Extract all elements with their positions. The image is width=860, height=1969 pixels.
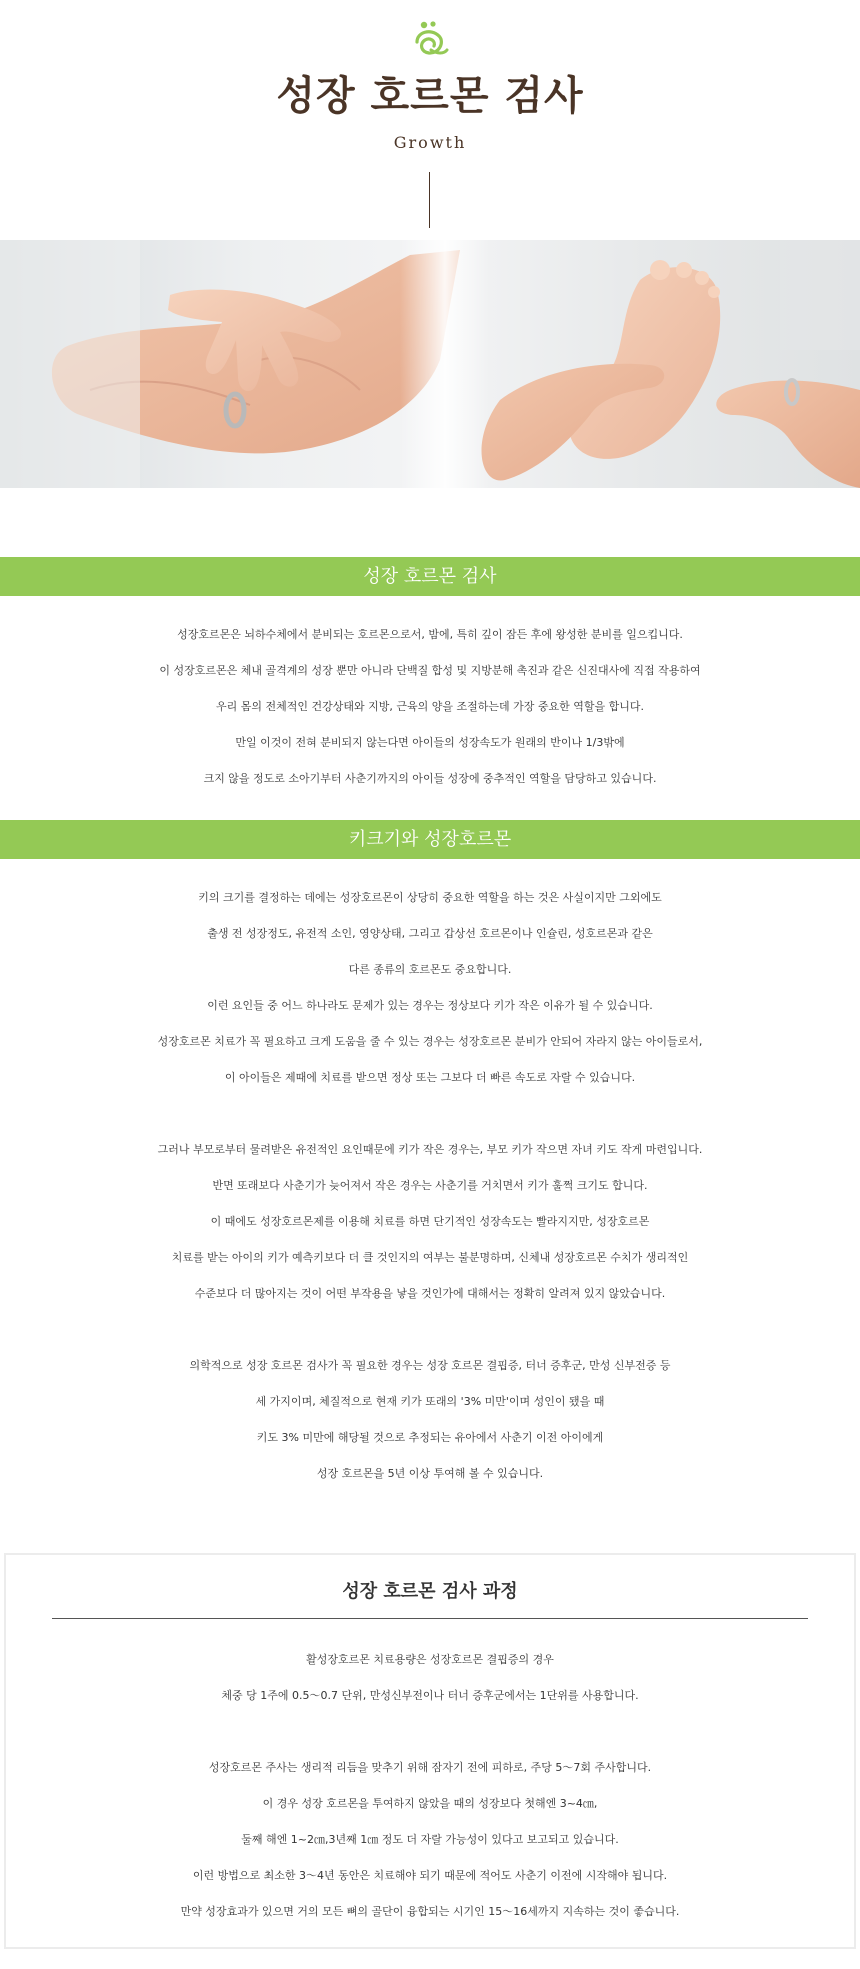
title-divider [429, 172, 430, 228]
paragraph-line: 성장호르몬은 뇌하수체에서 분비되는 호르몬으로서, 밤에, 특히 깊이 잠든 후에 왕성한 분비를 일으킵니다. [177, 628, 683, 641]
paragraph-line: 크지 않을 정도로 소아기부터 사춘기까지의 아이들 성장에 중추적인 역할을 담당하고 있습니다. [203, 772, 657, 785]
paragraph-line: 키도 3% 미만에 해당될 것으로 추정되는 유아에서 사춘기 이전 아이에게 [256, 1431, 604, 1444]
process-title: 성장 호르몬 검사 과정 [342, 1581, 518, 1602]
section1-body [0, 617, 860, 797]
paragraph-line: 세 가지이며, 체질적으로 현재 키가 또래의 '3% 미만'이며 성인이 됐을 때 [255, 1395, 605, 1408]
hero-image [0, 240, 860, 488]
test-process-box [4, 1553, 856, 1949]
paragraph-line: 출생 전 성장정도, 유전적 소인, 영양상태, 그리고 갑상선 호르몬이나 인슐린, 성호르몬과 같은 [207, 927, 653, 940]
section-heading-growth-hormone-test: 성장 호르몬 검사 [0, 557, 860, 596]
paragraph-line: 다른 종류의 호르몬도 중요합니다. [348, 963, 512, 976]
process-divider [52, 1618, 808, 1619]
paragraph-line: 만일 이것이 전혀 분비되지 않는다면 아이들의 성장속도가 원래의 반이나 1/3밖에 [235, 736, 625, 749]
paragraph-line: 둘째 해엔 1~2㎝,3년째 1㎝ 정도 더 자랄 가능성이 있다고 보고되고 있습니다. [241, 1833, 619, 1846]
paragraph-spacer [6, 1714, 854, 1750]
paragraph-line: 의학적으로 성장 호르몬 검사가 꼭 필요한 경우는 성장 호르몬 결핍증, 터너 증후군, 만성 신부전증 등 [189, 1359, 671, 1372]
clinic-logo-icon [409, 20, 451, 60]
paragraph-line: 수준보다 더 많아지는 것이 어떤 부작용을 낳을 것인가에 대해서는 정확히 알려져 있지 않았습니다. [194, 1287, 666, 1300]
paragraph-line: 이 아이들은 제때에 치료를 받으면 정상 또는 그보다 더 빠른 속도로 자랄 수 있습니다. [224, 1071, 636, 1084]
paragraph-spacer [0, 1096, 860, 1132]
process-body [6, 1642, 854, 1930]
paragraph-line: 만약 성장효과가 있으면 거의 모든 뼈의 골단이 융합되는 시기인 15～16세까지 지속하는 것이 좋습니다. [180, 1905, 680, 1918]
paragraph-line: 그러나 부모로부터 물려받은 유전적인 요인때문에 키가 작은 경우는, 부모 키가 작으면 자녀 키도 작게 마련입니다. [157, 1143, 703, 1156]
section2-body [0, 880, 860, 1492]
paragraph-line: 성장호르몬 치료가 꼭 필요하고 크게 도움을 줄 수 있는 경우는 성장호르몬 분비가 안되어 자라지 않는 아이들로서, [157, 1035, 703, 1048]
paragraph-line: 우리 몸의 전체적인 건강상태와 지방, 근육의 양을 조절하는데 가장 중요한 역할을 합니다. [216, 700, 644, 713]
paragraph-line: 이 성장호르몬은 체내 골격계의 성장 뿐만 아니라 단백질 합성 및 지방분해 촉진과 같은 신진대사에 직접 작용하여 [159, 664, 701, 677]
hands-illustration [0, 240, 860, 488]
page-title: 성장 호르몬 검사 [276, 73, 584, 119]
paragraph-line: 치료를 받는 아이의 키가 예측키보다 더 클 것인지의 여부는 불분명하며, 신체내 성장호르몬 수치가 생리적인 [171, 1251, 689, 1264]
paragraph-line: 이 때에도 성장호르몬제를 이용해 치료를 하면 단기적인 성장속도는 빨라지지만, 성장호르몬 [210, 1215, 650, 1228]
paragraph-line: 성장 호르몬을 5년 이상 투여해 볼 수 있습니다. [316, 1467, 544, 1480]
section-heading-height-and-hormone: 키크기와 성장호르몬 [0, 820, 860, 859]
paragraph-line: 이런 요인들 중 어느 하나라도 문제가 있는 경우는 정상보다 키가 작은 이유가 될 수 있습니다. [207, 999, 653, 1012]
paragraph-spacer [0, 1312, 860, 1348]
paragraph-line: 체중 당 1주에 0.5～0.7 단위, 만성신부전이나 터너 증후군에서는 1단위를 사용합니다. [221, 1689, 639, 1702]
paragraph-line: 이 경우 성장 호르몬을 투여하지 않았을 때의 성장보다 첫해엔 3~4㎝, [262, 1797, 598, 1810]
paragraph-line: 활성장호르몬 치료용량은 성장호르몬 결핍증의 경우 [306, 1653, 554, 1666]
paragraph-line: 이런 방법으로 최소한 3～4년 동안은 치료해야 되기 때문에 적어도 사춘기 이전에 시작해야 됩니다. [192, 1869, 668, 1882]
paragraph-line: 키의 크기를 결정하는 데에는 성장호르몬이 상당히 중요한 역할을 하는 것은 사실이지만 그외에도 [198, 891, 662, 904]
page-subtitle: Growth [393, 133, 467, 152]
paragraph-line: 반면 또래보다 사춘기가 늦어져서 작은 경우는 사춘기를 거치면서 키가 훌쩍 크기도 합니다. [212, 1179, 648, 1192]
paragraph-line: 성장호르몬 주사는 생리적 리듬을 맞추기 위해 잠자기 전에 피하로, 주당 5～7회 주사합니다. [208, 1761, 652, 1774]
